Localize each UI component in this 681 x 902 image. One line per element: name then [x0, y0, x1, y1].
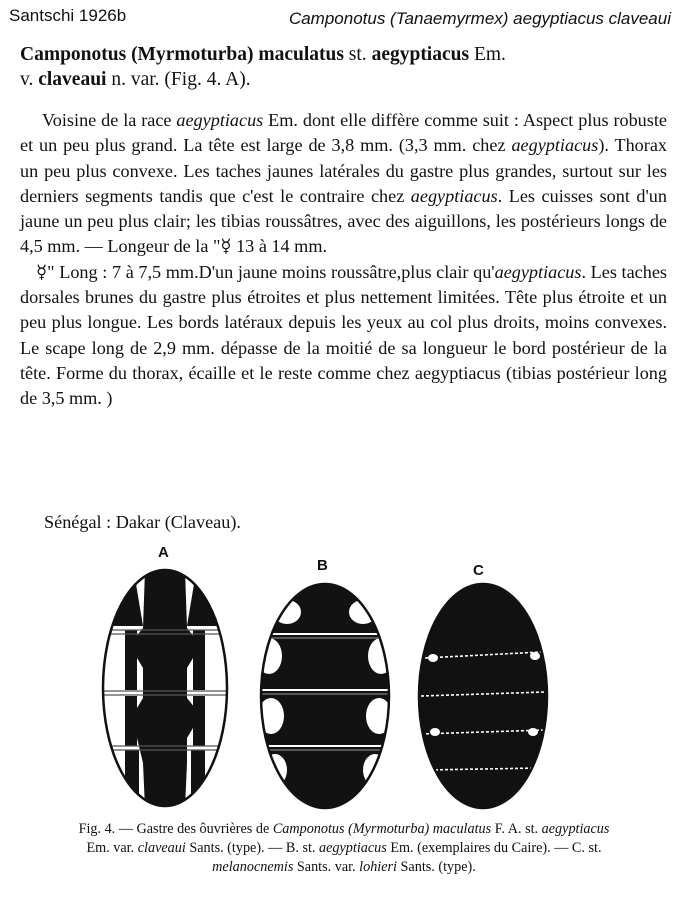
p1-italic-1: aegyptiacus	[176, 110, 264, 130]
figure-label-a: A	[158, 544, 169, 561]
title-genus: Camponotus (Myrmoturba) maculatus	[20, 44, 344, 65]
gaster-b-drawing	[255, 578, 395, 818]
gaster-drawings	[95, 548, 595, 818]
figure-label-c: C	[473, 562, 484, 579]
caption-text-2: F. A. st.	[491, 821, 542, 837]
caption-text-7: Sants. (type).	[397, 859, 476, 875]
header-right: Camponotus (Tanaemyrmex) aegyptiacus claveaui	[288, 9, 671, 28]
title-author: Em.	[469, 44, 506, 65]
caption-text-4: Sants. (type). — B. st.	[185, 840, 319, 856]
gaster-a-drawing	[95, 548, 235, 818]
caption-text-6: Sants. var.	[293, 859, 360, 875]
p2-italic-1: aegyptiacus	[494, 261, 582, 282]
p1-italic-2: aegyptiacus	[511, 135, 599, 156]
gaster-c-drawing	[415, 578, 555, 818]
p2-text-2: . Les taches dorsales brunes du gastre plus étroites et plus nettement limitées. Tête plus étroite et un peu plus longue. Les bords latéraux depuis les yeux au col plus droits, moins convexes. Le scape long de 2,9 mm. dépasse de la moitié de sa longueur le bord postérieur de la tête. Forme du thorax, écaille et le reste comme chez aegyptiacus (tibias postérieur long de 3,5 mm. )	[20, 261, 668, 409]
species-title	[20, 42, 670, 92]
paragraph-2	[20, 260, 667, 412]
p1-text-2: Em. dont elle diffère comme suit : Aspect plus robuste et un peu plus grand. La tête est large de 3,8 mm. (3,3 mm. chez	[20, 110, 667, 156]
locality-line: Sénégal : Dakar (Claveau).	[44, 512, 241, 532]
title-variety: claveaui	[38, 69, 107, 90]
p1-text-4: . Les cuisses sont d'un jaune un peu plus clair; les tibias roussâtres, avec des aiguillons, les postérieurs longs de 4,5 mm. — Longeur de la "☿ 13 à 14 mm.	[20, 185, 667, 257]
figure-label-b: B	[317, 557, 328, 574]
figure-caption	[70, 820, 618, 877]
description-body	[20, 108, 667, 412]
p1-italic-3: aegyptiacus	[410, 185, 498, 206]
title-var-prefix: v.	[20, 69, 39, 90]
title-sub-mid: st.	[343, 44, 372, 65]
title-subspecies: aegyptiacus	[371, 44, 470, 65]
header-left: Santschi 1926b	[9, 6, 127, 25]
p2-text-1: ☿" Long : 7 à 7,5 mm.D'un jaune moins roussâtre,plus clair qu'	[36, 261, 495, 282]
caption-text-1: Fig. 4. — Gastre des ôuvrières de	[78, 821, 273, 837]
caption-italic-1: Camponotus (Myrmoturba) maculatus	[272, 821, 492, 837]
caption-italic-5: melanocnemis	[212, 859, 294, 875]
title-var-suffix: n. var. (Fig. 4. A).	[106, 69, 251, 90]
caption-text-5: Em. (exemplaires du Caire). — C. st.	[386, 840, 602, 856]
caption-italic-4: aegyptiacus	[319, 840, 387, 856]
caption-text-3: Em. var.	[86, 840, 138, 856]
caption-italic-3: claveaui	[137, 840, 186, 856]
p1-text-1: Voisine de la race	[42, 110, 177, 130]
paragraph-1	[20, 108, 667, 260]
caption-italic-6: lohieri	[359, 859, 397, 875]
p1-text-3: ). Thorax un peu plus convexe. Les taches jaunes latérales du gastre plus grandes, surtout sur les derniers segments tandis que c'est le contraire chez	[20, 135, 667, 206]
caption-italic-2: aegyptiacus	[541, 821, 610, 837]
figure-4	[95, 544, 595, 818]
